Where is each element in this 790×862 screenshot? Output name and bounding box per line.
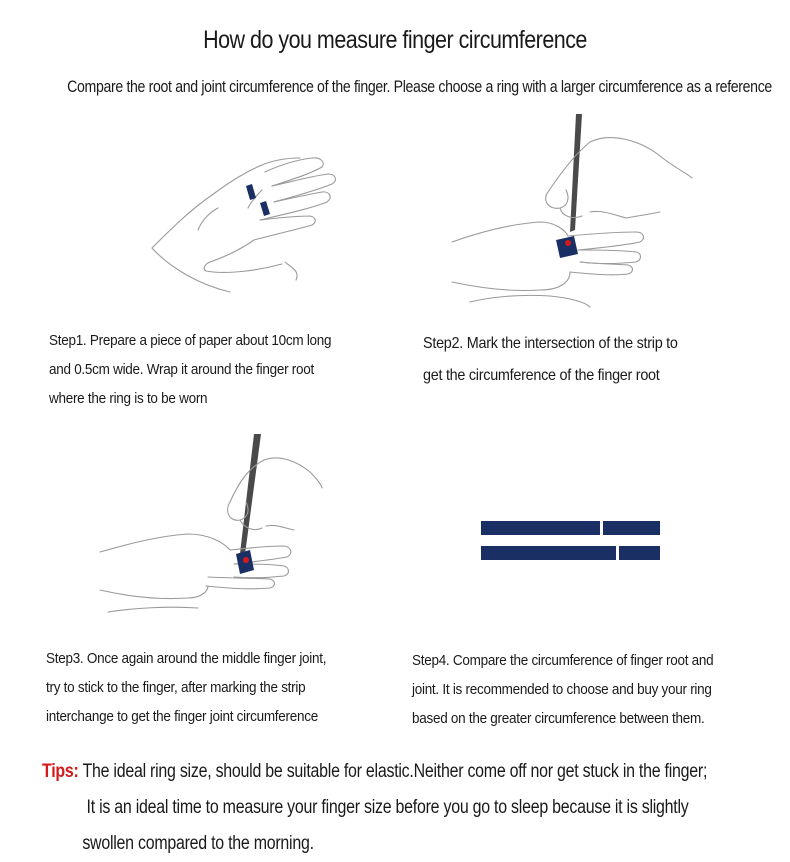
step-3-line: interchange to get the finger joint circumference: [46, 708, 318, 725]
step-2-line: Step2. Mark the intersection of the strip to: [423, 335, 678, 352]
step-1-line: Step1. Prepare a piece of paper about 10cm long: [49, 332, 332, 349]
step-3-line: try to stick to the finger, after marking the strip: [46, 679, 306, 696]
step-4-line: Step4. Compare the circumference of finger root and: [412, 652, 714, 669]
tips-line-2: It is an ideal time to measure your finger size before you go to sleep because it is slightly: [86, 797, 689, 818]
step-1: [49, 326, 331, 413]
page-title: How do you measure finger circumference: [203, 26, 587, 54]
step-4: [412, 646, 713, 733]
hand-wrap-illustration: [150, 150, 340, 295]
step-4-line: joint. It is recommended to choose and buy your ring: [412, 681, 712, 698]
step-3-line: Step3. Once again around the middle finger joint,: [46, 650, 327, 667]
tips-line-3: swollen compared to the morning.: [82, 833, 314, 854]
mark-joint-illustration: [98, 432, 323, 617]
step-2-line: get the circumference of the finger root: [423, 367, 660, 384]
joint-strip-mark: [616, 546, 619, 560]
step-3: [46, 644, 326, 731]
root-strip-mark: [600, 521, 603, 535]
step-2: [423, 328, 678, 392]
root-strip: [481, 521, 660, 535]
tips-label: Tips:: [42, 761, 79, 782]
step-1-line: where the ring is to be worn: [49, 390, 208, 407]
tips-line-1: The ideal ring size, should be suitable for elastic.Neither come off nor get stuck in the finger;: [78, 761, 708, 782]
step-1-line: and 0.5cm wide. Wrap it around the finger root: [49, 361, 314, 378]
page-subtitle: Compare the root and joint circumference of the finger. Please choose a ring with a larger circumference as a reference: [67, 77, 772, 96]
mark-root-illustration: [450, 112, 695, 317]
step-4-line: based on the greater circumference between them.: [412, 710, 705, 727]
joint-strip: [481, 546, 660, 560]
tips: [42, 754, 707, 862]
